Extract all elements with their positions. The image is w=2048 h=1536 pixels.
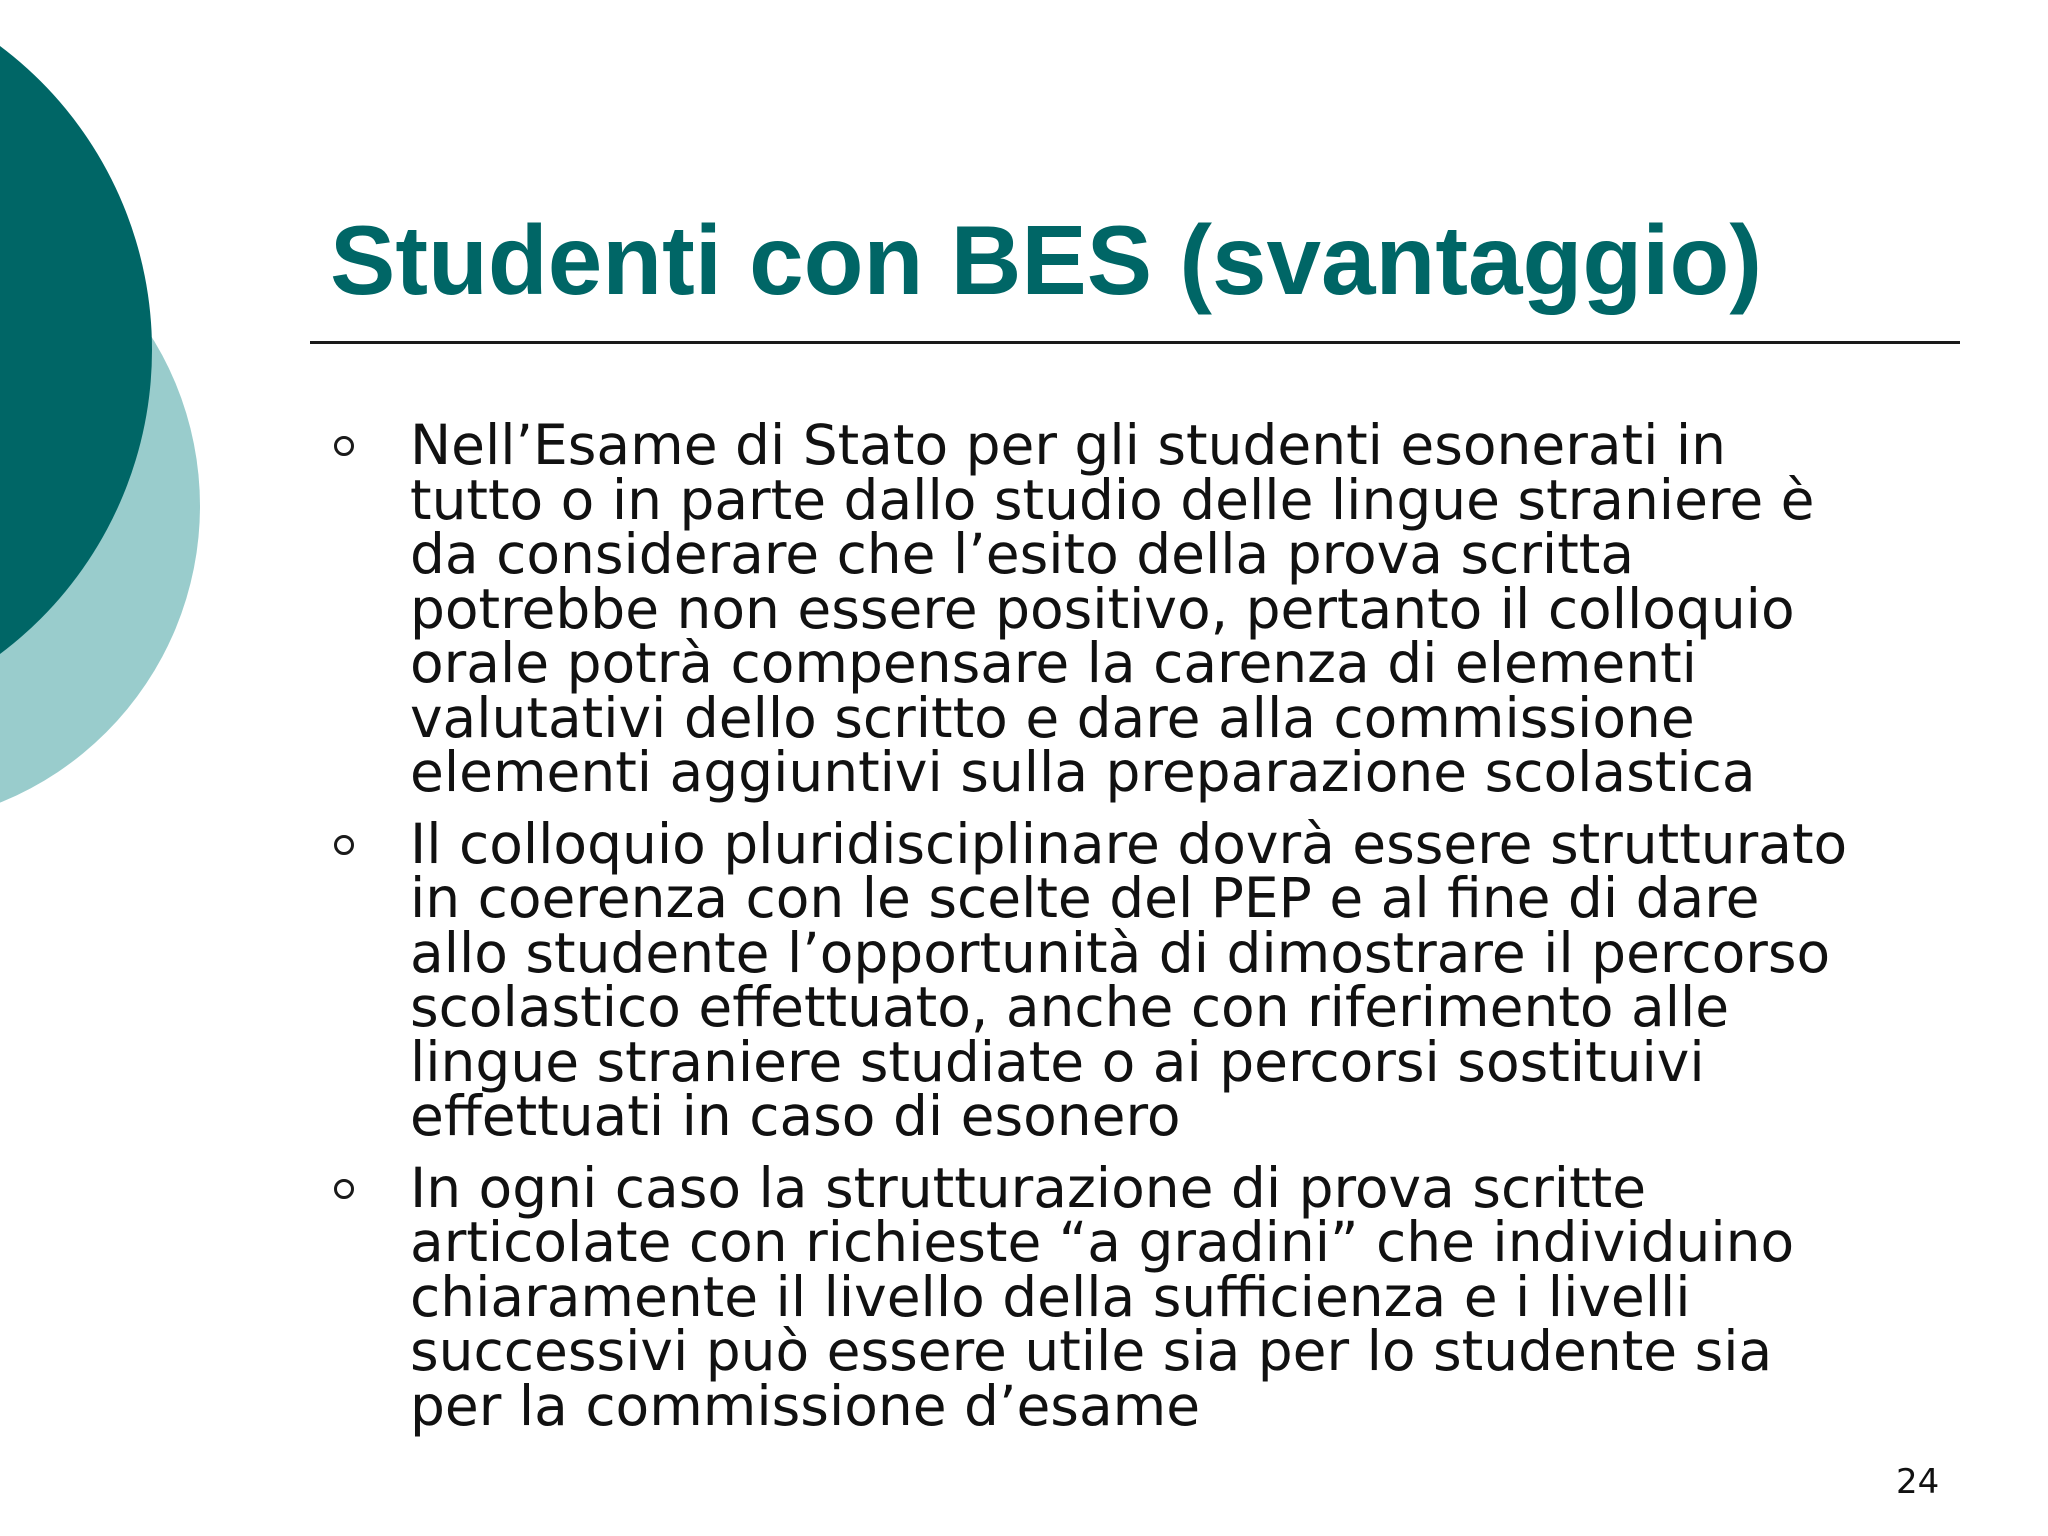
- bullet-line: articolate con richieste “a gradini” che individuino: [410, 1210, 1795, 1274]
- hollow-circle-bullet-icon: [334, 835, 354, 855]
- bullet-item: [332, 1155, 1972, 1438]
- bullet-line: allo studente l’opportunità di dimostrare il percorso: [410, 920, 1831, 985]
- bullet-line: da considerare che l’esito della prova scritta: [410, 522, 1635, 586]
- bullet-line: Il colloquio pluridisciplinare dovrà essere strutturato: [410, 811, 1848, 876]
- bullet-item: [332, 811, 1972, 1148]
- bullet-line: successivi può essere utile sia per lo studente sia: [410, 1319, 1773, 1383]
- page-number: 24: [1896, 1462, 1940, 1502]
- bullet-line: in coerenza con le scelte del PEP e al fine di dare: [410, 866, 1760, 930]
- hollow-circle-bullet-icon: [334, 1179, 354, 1199]
- slide-title: Studenti con BES (svantaggio): [330, 205, 1762, 315]
- bullet-line: In ogni caso la strutturazione di prova scritte: [410, 1155, 1647, 1220]
- hollow-circle-bullet-icon: [334, 436, 354, 456]
- bullet-list: [332, 413, 1972, 1438]
- bullet-line: scolastico effettuato, anche con riferimento alle: [410, 975, 1730, 1039]
- bullet-line: Nell’Esame di Stato per gli studenti esonerati in: [410, 413, 1727, 477]
- bullet-line: per la commissione d’esame: [410, 1373, 1201, 1438]
- bullet-line: elementi aggiuntivi sulla preparazione scolastica: [410, 740, 1756, 804]
- bullet-line: tutto o in parte dallo studio delle lingue straniere è: [410, 467, 1815, 532]
- bullet-line: chiaramente il livello della sufficienza e i livelli: [410, 1264, 1691, 1329]
- bullet-line: orale potrà compensare la carenza di elementi: [410, 631, 1697, 695]
- bullet-item: [332, 413, 1972, 804]
- bullet-line: potrebbe non essere positivo, pertanto il colloquio: [410, 576, 1795, 641]
- bullet-line: valutativi dello scritto e dare alla commissione: [410, 685, 1695, 750]
- bullet-line: lingue straniere studiate o ai percorsi sostituivi: [410, 1029, 1705, 1094]
- title-divider: [310, 341, 1960, 344]
- bullet-line: effettuati in caso di esonero: [410, 1084, 1181, 1148]
